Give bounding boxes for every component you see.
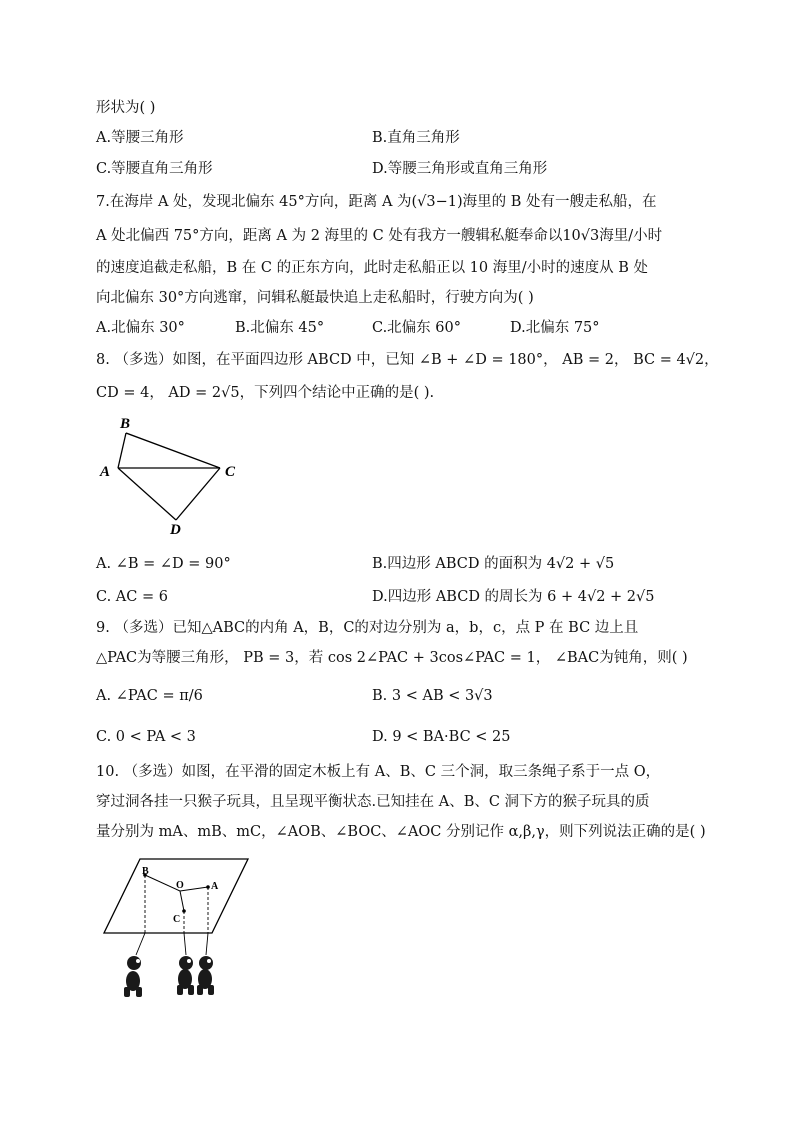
monkey-toy-c	[177, 956, 194, 995]
q10-line-2: 穿过洞各挂一只猴子玩具，且呈现平衡状态.已知挂在 A、B、C 洞下方的猴子玩具的质	[96, 794, 650, 810]
q7-line-4: 向北偏东 30°方向逃窜，问辑私艇最快追上走私船时，行驶方向为( )	[96, 290, 534, 306]
q6-stem: 形状为( )	[96, 100, 156, 116]
q7-option-b: B.北偏东 45°	[235, 320, 325, 336]
string-ob	[145, 875, 180, 891]
q6-option-b: B.直角三角形	[372, 130, 460, 146]
string-oa	[180, 887, 208, 891]
q10-line-1: 10. （多选）如图，在平滑的固定木板上有 A、B、C 三个洞，取三条绳子系于一点 O，	[96, 764, 661, 780]
q9-line-1: 9. （多选）已知△ABC的内角 A，B，C的对边分别为 a，b，c，点 P 在 BC 边上且	[96, 620, 639, 636]
q8-option-a: A. ∠B = ∠D = 90°	[96, 556, 231, 572]
q7-option-d: D.北偏东 75°	[510, 320, 600, 336]
q7-line-2: A 处北偏西 75°方向，距离 A 为 2 海里的 C 处有我方一艘辑私艇奉命以10√3海里/小时	[96, 228, 663, 244]
label-b: B	[142, 866, 149, 877]
q7-option-a: A.北偏东 30°	[96, 320, 185, 336]
q6-option-c: C.等腰直角三角形	[96, 161, 213, 177]
q8-option-c: C. AC = 6	[96, 589, 168, 605]
segment-cd	[176, 468, 220, 520]
q9-option-c: C. 0 < PA < 3	[96, 729, 196, 745]
label-d: D	[170, 522, 181, 535]
label-c: C	[225, 464, 236, 480]
string-c-hanging	[184, 933, 186, 955]
segment-bc	[126, 433, 220, 468]
q9-line-2: △PAC为等腰三角形， PB = 3，若 cos 2∠PAC + 3cos∠PAC = 1， ∠BAC为钝角，则( )	[96, 650, 688, 666]
label-c: C	[173, 914, 181, 925]
q8-line-2: CD = 4， AD = 2√5，下列四个结论中正确的是( ).	[96, 385, 435, 401]
q10-line-3: 量分别为 mA、mB、mC，∠AOB、∠BOC、∠AOC 分别记作 α,β,γ，则下列说法正确的是( )	[96, 824, 706, 840]
segment-ad	[118, 468, 176, 520]
q6-option-a: A.等腰三角形	[96, 130, 184, 146]
label-a: A	[211, 881, 219, 892]
segment-ab	[118, 433, 126, 468]
q8-line-1: 8. （多选）如图，在平面四边形 ABCD 中，已知 ∠B + ∠D = 180°， AB = 2， BC = 4√2，	[96, 352, 719, 368]
q8-option-b: B.四边形 ABCD 的面积为 4√2 + √5	[372, 556, 615, 572]
monkey-toy-b	[124, 956, 142, 997]
string-oc	[180, 891, 184, 911]
monkey-toy-a	[197, 956, 214, 995]
q6-option-d: D.等腰三角形或直角三角形	[372, 161, 548, 177]
string-b-hanging	[136, 933, 145, 955]
q8-option-d: D.四边形 ABCD 的周长为 6 + 4√2 + 2√5	[372, 589, 655, 605]
q7-line-1: 7.在海岸 A 处，发现北偏东 45°方向，距离 A 为(√3−1)海里的 B 处有一艘走私船，在	[96, 194, 657, 210]
q9-option-a: A. ∠PAC = π/6	[96, 688, 203, 704]
q9-option-d: D. 9 < BA·BC < 25	[372, 729, 511, 745]
q7-option-c: C.北偏东 60°	[372, 320, 461, 336]
board-monkey-figure	[100, 855, 255, 1005]
label-a: A	[100, 464, 111, 480]
quadrilateral-abcd-figure	[96, 410, 246, 535]
q9-option-b: B. 3 < AB < 3√3	[372, 688, 493, 704]
label-b: B	[120, 416, 131, 432]
q7-line-3: 的速度追截走私船，B 在 C 的正东方向，此时走私船正以 10 海里/小时的速度从 B 处	[96, 260, 649, 276]
string-a-hanging	[206, 933, 208, 955]
label-o: O	[176, 880, 184, 891]
